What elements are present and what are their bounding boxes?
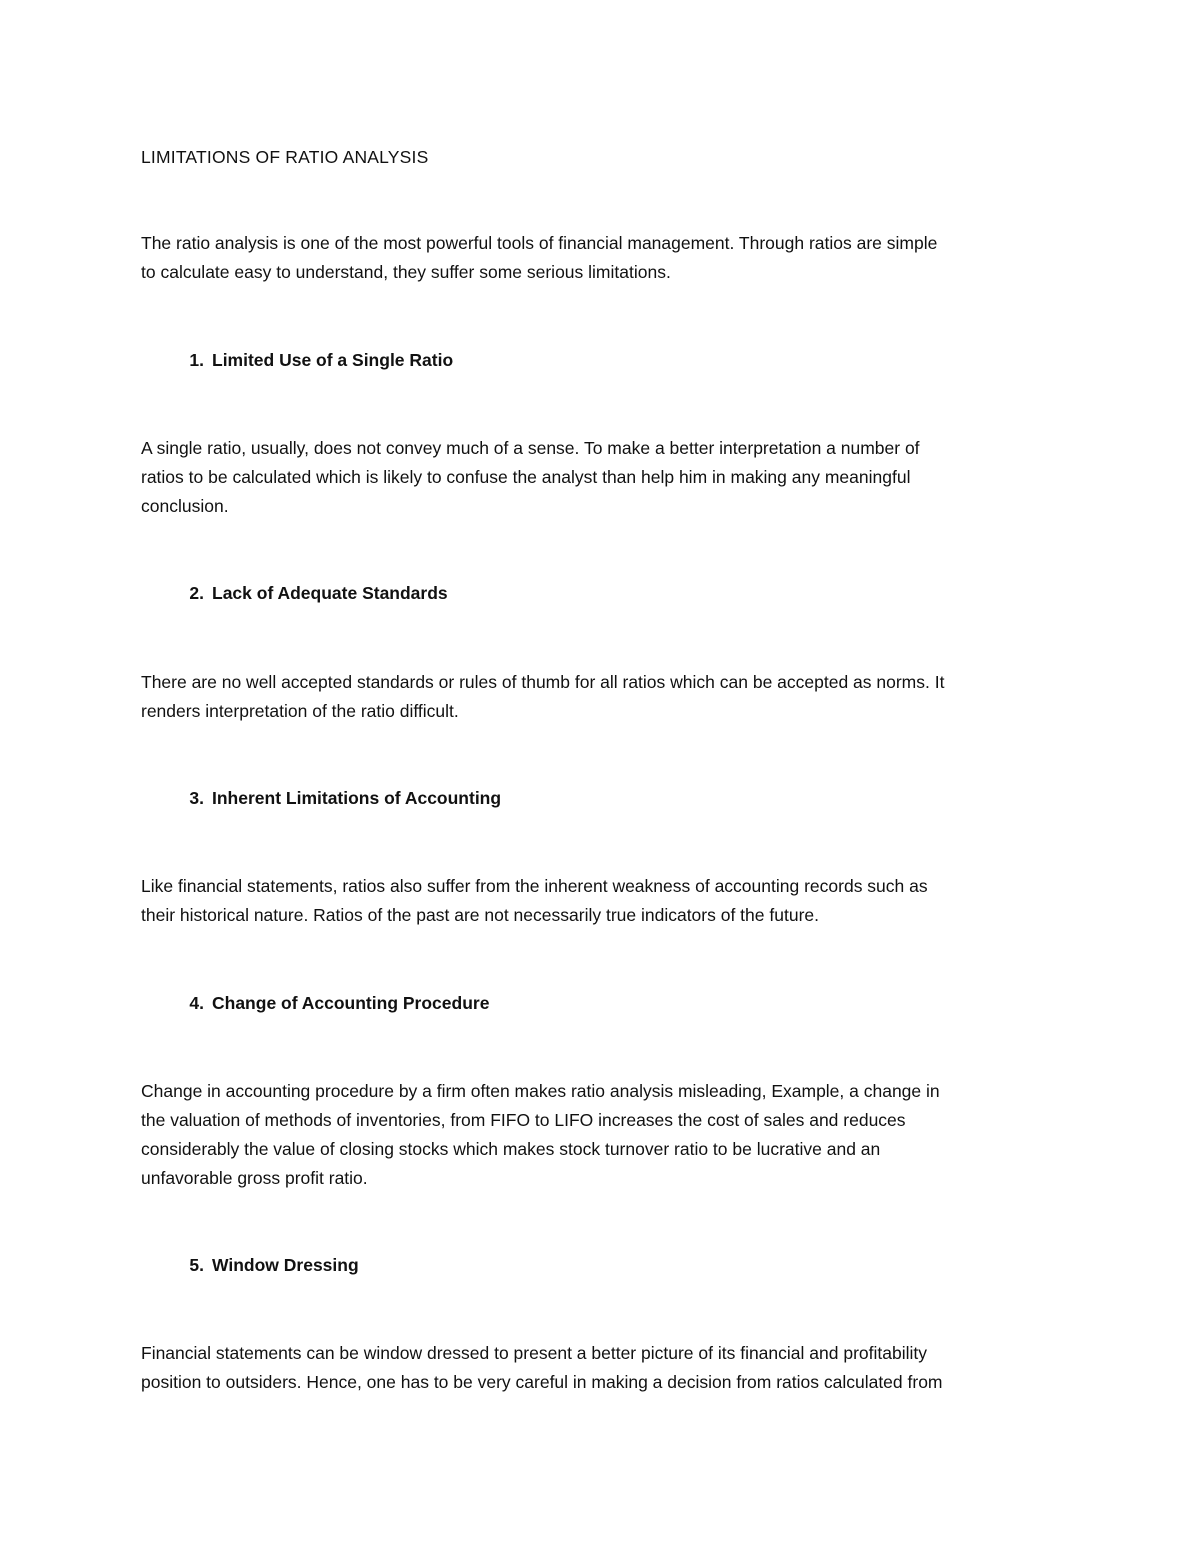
paragraph-line: A single ratio, usually, does not convey much of a sense. To make a better interpretation a number of — [141, 438, 920, 458]
section-paragraph-3 — [141, 872, 1061, 930]
section-heading-5 — [141, 1251, 1061, 1280]
section-paragraph-2 — [141, 668, 1061, 726]
section-number: 4. — [189, 993, 204, 1013]
section-number: 3. — [189, 788, 204, 808]
paragraph-line: There are no well accepted standards or rules of thumb for all ratios which can be accepted as norms. It — [141, 672, 945, 692]
paragraph-line: unfavorable gross profit ratio. — [141, 1168, 368, 1188]
paragraph-line: the valuation of methods of inventories, from FIFO to LIFO increases the cost of sales and reduces — [141, 1110, 906, 1130]
section-number: 5. — [189, 1255, 204, 1275]
intro-paragraph — [141, 229, 1061, 287]
paragraph-line: ratios to be calculated which is likely to confuse the analyst than help him in making any meaningful — [141, 467, 911, 487]
section-paragraph-4 — [141, 1077, 1061, 1193]
section-number: 2. — [189, 583, 204, 603]
section-heading-4 — [141, 989, 1061, 1018]
paragraph-line: Change in accounting procedure by a firm often makes ratio analysis misleading, Example, a change in — [141, 1081, 940, 1101]
paragraph-line: conclusion. — [141, 496, 229, 516]
section-heading-1 — [141, 346, 1061, 375]
section-heading-text: Limited Use of a Single Ratio — [212, 350, 454, 370]
section-heading-text: Inherent Limitations of Accounting — [212, 788, 502, 808]
section-heading-text: Window Dressing — [212, 1255, 359, 1275]
intro-line: The ratio analysis is one of the most powerful tools of financial management. Through ratios are simple — [141, 233, 938, 253]
section-heading-text: Lack of Adequate Standards — [212, 583, 448, 603]
section-heading-3 — [141, 784, 1061, 813]
intro-line: to calculate easy to understand, they suffer some serious limitations. — [141, 262, 671, 282]
paragraph-line: position to outsiders. Hence, one has to be very careful in making a decision from ratios calculated from — [141, 1372, 943, 1392]
document-title: LIMITATIONS OF RATIO ANALYSIS — [141, 147, 429, 167]
paragraph-line: Like financial statements, ratios also suffer from the inherent weakness of accounting records such as — [141, 876, 928, 896]
paragraph-line: renders interpretation of the ratio difficult. — [141, 701, 459, 721]
section-heading-text: Change of Accounting Procedure — [212, 993, 490, 1013]
section-paragraph-1 — [141, 434, 1061, 521]
section-number: 1. — [189, 350, 204, 370]
section-paragraph-5 — [141, 1339, 1061, 1397]
paragraph-line: Financial statements can be window dressed to present a better picture of its financial and profitability — [141, 1343, 927, 1363]
paragraph-line: their historical nature. Ratios of the past are not necessarily true indicators of the future. — [141, 905, 819, 925]
section-heading-2 — [141, 579, 1061, 608]
paragraph-line: considerably the value of closing stocks which makes stock turnover ratio to be lucrative and an — [141, 1139, 881, 1159]
